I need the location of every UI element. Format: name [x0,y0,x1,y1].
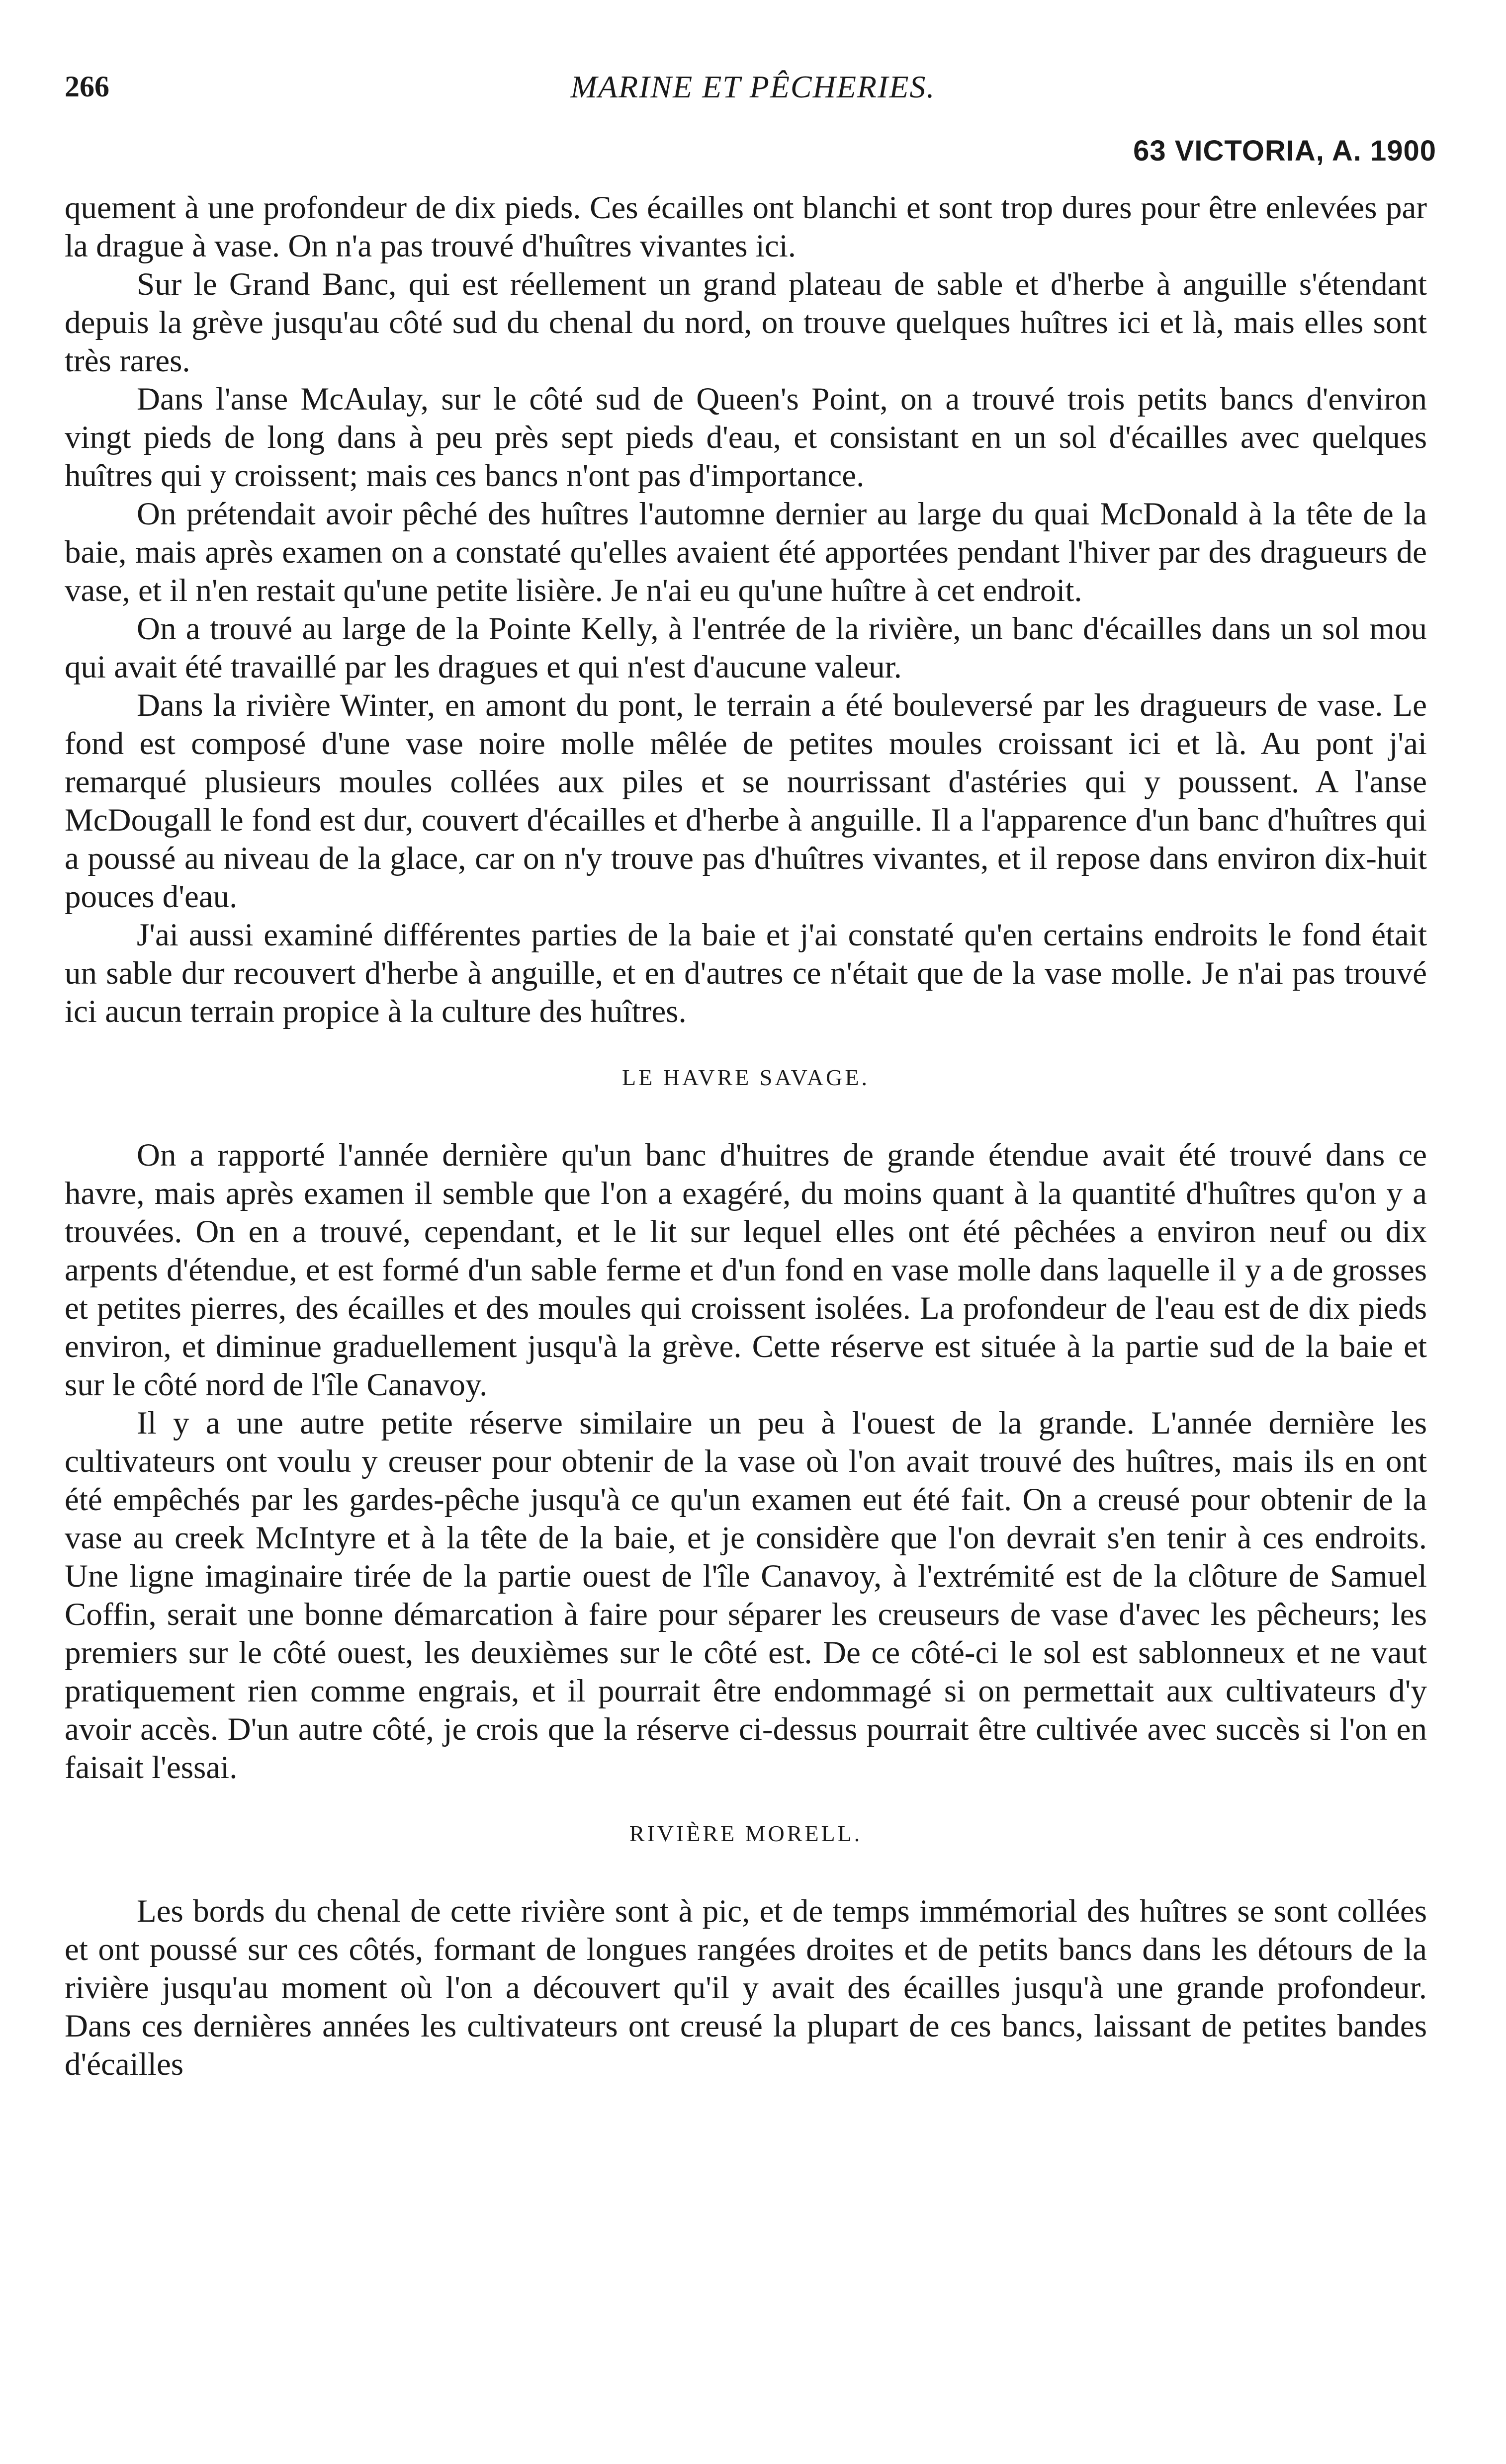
paragraph: Dans l'anse McAulay, sur le côté sud de Queen's Point, on a trouvé trois petits bancs d'environ vingt pieds de long dans à peu près sept pieds d'eau, et consistant en un sol d'écailles avec quelques huîtres qui y croissent; mais ces bancs n'ont pas d'importance. [65,381,1427,494]
paragraph: Il y a une autre petite réserve similaire un peu à l'ouest de la grande. L'année dernière les cultivateurs ont voulu y creuser pour obtenir de la vase où l'on avait trouvé des huîtres, mais ils en ont été empêchés par les gardes-pêche jusqu'à ce qu'un examen eut été fait. On a creusé pour obtenir de la vase au creek McIntyre et à la tête de la baie, et je considère que l'on devrait s'en tenir à ces endroits. Une ligne imaginaire tirée de la partie ouest de l'île Canavoy, à l'extrémité est de la clôture de Samuel Coffin, serait une bonne démarcation à faire pour séparer les creuseurs de vase d'avec les pêcheurs; les premiers sur le côté ouest, les deuxièmes sur le côté est. De ce côté-ci le sol est sablonneux et ne vaut pratiquement rien comme engrais, et il pourrait être endommagé si on permettait aux cultivateurs d'y avoir accès. D'un autre côté, je crois que la réserve ci-dessus pourrait être cultivée avec succès si l'on en faisait l'essai. [65,1405,1427,1785]
section-heading-havre-savage: LE HAVRE SAVAGE. [622,1065,870,1090]
body-text [65,189,1427,2084]
section-heading-riviere-morell: RIVIÈRE MORELL. [629,1821,863,1846]
paragraph: On a rapporté l'année dernière qu'un banc d'huitres de grande étendue avait été trouvé dans ce havre, mais après examen il semble que l'on a exagéré, du moins quant à la quantité d'huîtres qu'on y a trouvées. On en a trouvé, cependant, et le lit sur lequel elles ont été pêchées a environ neuf ou dix arpents d'étendue, et est formé d'un sable ferme et d'un fond en vase molle dans laquelle il y a de grosses et petites pierres, des écailles et des moules qui croissent isolées. La profondeur de l'eau est de dix pieds environ, et diminue graduellement jusqu'à la grève. Cette réserve est située à la partie sud de la baie et sur le côté nord de l'île Canavoy. [65,1137,1427,1403]
session-label: 63 VICTORIA, A. 1900 [1133,135,1436,167]
paragraph: Sur le Grand Banc, qui est réellement un grand plateau de sable et d'herbe à anguille s'étendant depuis la grève jusqu'au côté sud du chenal du nord, on trouve quelques huîtres ici et là, mais elles sont très rares. [65,266,1427,379]
paragraph: Les bords du chenal de cette rivière sont à pic, et de temps immémorial des huîtres se sont collées et ont poussé sur ces côtés, formant de longues rangées droites et de petits bancs dans les détours de la rivière jusqu'au moment où l'on a découvert qu'il y avait des écailles jusqu'à une grande profondeur. Dans ces dernières années les cultivateurs ont creusé la plupart de ces bancs, laissant de petites bandes d'écailles [65,1893,1427,2082]
paragraph: On a trouvé au large de la Pointe Kelly, à l'entrée de la rivière, un banc d'écailles dans un sol mou qui avait été travaillé par les dragues et qui n'est d'aucune valeur. [65,611,1427,685]
page-number: 266 [65,70,109,103]
paragraph: On prétendait avoir pêché des huîtres l'automne dernier au large du quai McDonald à la tête de la baie, mais après examen on a constaté qu'elles avaient été apportées pendant l'hiver par des dragueurs de vase, et il n'en restait qu'une petite lisière. Je n'ai eu qu'une huître à cet endroit. [65,496,1427,608]
running-title: MARINE ET PÊCHERIES. [570,69,936,104]
paragraph: quement à une profondeur de dix pieds. Ces écailles ont blanchi et sont trop dures pour être enlevées par la drague à vase. On n'a pas trouvé d'huîtres vivantes ici. [65,190,1427,264]
paragraph: J'ai aussi examiné différentes parties de la baie et j'ai constaté qu'en certains endroits le fond était un sable dur recouvert d'herbe à anguille, et en d'autres ce n'était que de la vase molle. Je n'ai pas trouvé ici aucun terrain propice à la culture des huîtres. [65,917,1427,1029]
paragraph: Dans la rivière Winter, en amont du pont, le terrain a été bouleversé par les dragueurs de vase. Le fond est composé d'une vase noire molle mêlée de petites moules croissant ici et là. Au pont j'ai remarqué plusieurs moules collées aux piles et se nourrissant d'astéries qui y poussent. A l'anse McDougall le fond est dur, couvert d'écailles et d'herbe à anguille. Il a l'apparence d'un banc d'huîtres qui a poussé au niveau de la glace, car on n'y trouve pas d'huîtres vivantes, et il repose dans environ dix-huit pouces d'eau. [65,687,1427,915]
